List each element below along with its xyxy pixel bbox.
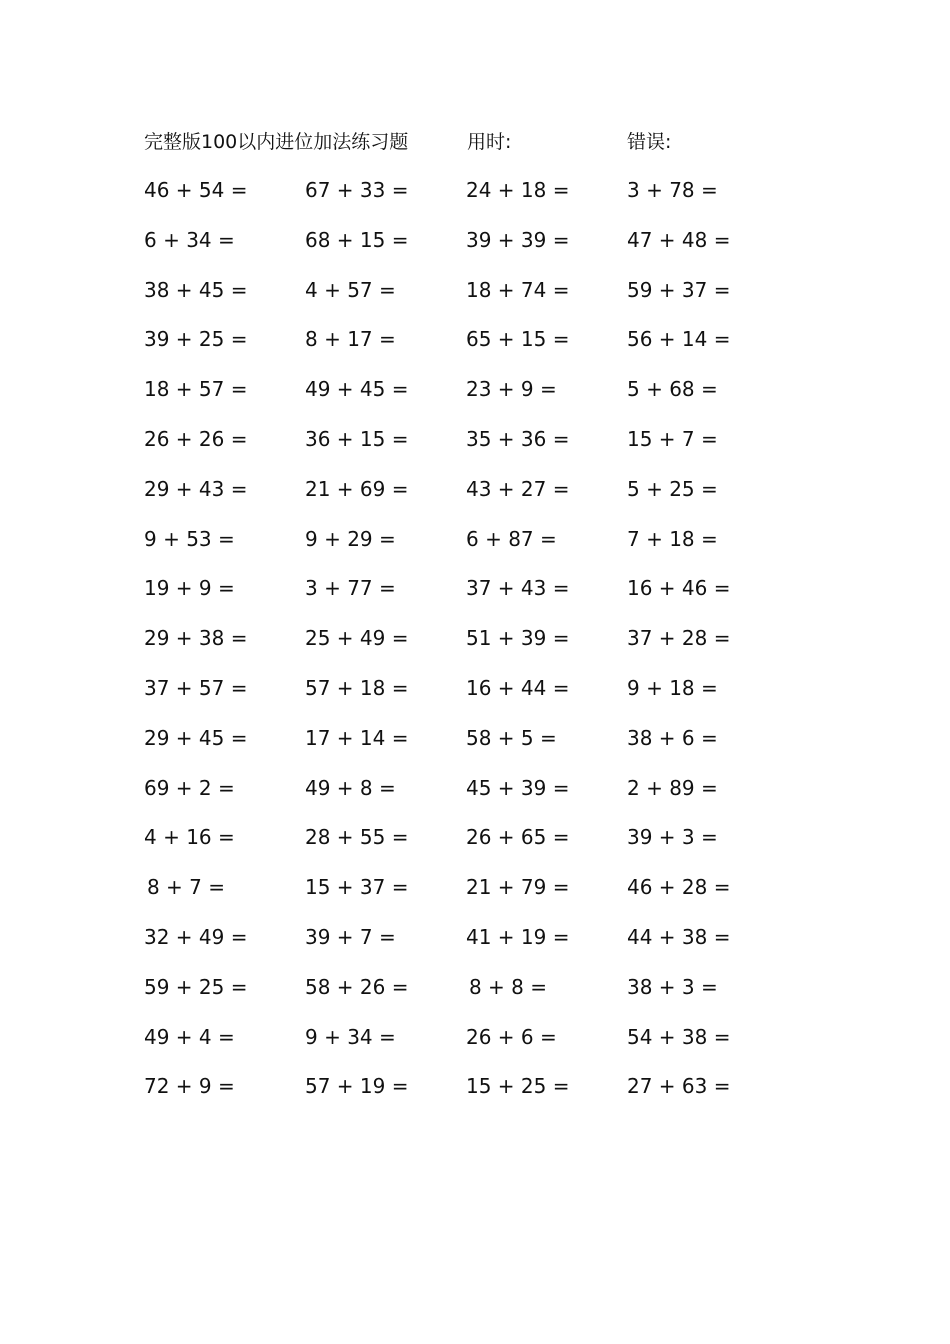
addition-problem: 69 + 2 =	[144, 775, 235, 800]
addition-problem: 21 + 79 =	[466, 875, 570, 900]
addition-problem: 49 + 45 =	[305, 377, 409, 402]
addition-problem: 37 + 28 =	[627, 626, 731, 651]
problem-row	[144, 821, 794, 871]
addition-problem: 65 + 15 =	[466, 327, 570, 352]
addition-problem: 38 + 6 =	[627, 725, 718, 750]
addition-problem: 39 + 39 =	[466, 227, 570, 252]
addition-problem: 3 + 78 =	[627, 178, 718, 202]
addition-problem: 8 + 8 =	[468, 974, 548, 999]
addition-problem: 8 + 17 =	[305, 327, 396, 352]
addition-problem: 57 + 19 =	[305, 1074, 409, 1099]
addition-problem: 29 + 38 =	[144, 626, 248, 651]
addition-problem: 25 + 49 =	[305, 626, 409, 651]
addition-problem: 57 + 18 =	[305, 675, 409, 700]
addition-problem: 59 + 37 =	[627, 277, 731, 302]
addition-problem: 29 + 43 =	[144, 476, 248, 501]
addition-problem: 28 + 55 =	[305, 825, 409, 850]
problem-row	[144, 672, 794, 722]
addition-problem: 19 + 9 =	[144, 576, 235, 601]
addition-problem: 18 + 74 =	[466, 277, 570, 302]
addition-problem: 39 + 7 =	[305, 924, 396, 949]
addition-problem: 3 + 77 =	[305, 576, 396, 601]
addition-problem: 15 + 25 =	[466, 1074, 570, 1099]
addition-problem: 41 + 19 =	[466, 924, 570, 949]
addition-problem: 45 + 39 =	[466, 775, 570, 800]
addition-problem: 9 + 29 =	[305, 526, 396, 551]
addition-problem: 58 + 26 =	[305, 974, 409, 999]
problem-grid	[144, 174, 794, 1120]
addition-problem: 17 + 14 =	[305, 725, 409, 750]
addition-problem: 9 + 53 =	[144, 526, 235, 551]
addition-problem: 37 + 57 =	[144, 675, 248, 700]
addition-problem: 39 + 3 =	[627, 825, 718, 850]
addition-problem: 16 + 44 =	[466, 675, 570, 700]
addition-problem: 26 + 6 =	[466, 1024, 557, 1049]
addition-problem: 2 + 89 =	[627, 775, 718, 800]
addition-problem: 16 + 46 =	[627, 576, 731, 601]
addition-problem: 4 + 16 =	[144, 825, 235, 850]
addition-problem: 6 + 34 =	[144, 227, 235, 252]
problem-row	[144, 572, 794, 622]
addition-problem: 8 + 7 =	[146, 875, 226, 900]
addition-problem: 43 + 27 =	[466, 476, 570, 501]
problem-row	[144, 921, 794, 971]
time-label: 用时:	[467, 131, 512, 153]
addition-problem: 29 + 45 =	[144, 725, 248, 750]
addition-problem: 37 + 43 =	[466, 576, 570, 601]
addition-problem: 15 + 7 =	[627, 426, 718, 451]
addition-problem: 68 + 15 =	[305, 227, 409, 252]
addition-problem: 6 + 87 =	[466, 526, 557, 551]
addition-problem: 49 + 4 =	[144, 1024, 235, 1049]
addition-problem: 38 + 3 =	[627, 974, 718, 999]
problem-row	[144, 772, 794, 822]
addition-problem: 5 + 25 =	[627, 476, 718, 501]
addition-problem: 4 + 57 =	[305, 277, 396, 302]
addition-problem: 38 + 45 =	[144, 277, 248, 302]
addition-problem: 51 + 39 =	[466, 626, 570, 651]
problem-row	[144, 473, 794, 523]
addition-problem: 27 + 63 =	[627, 1074, 731, 1099]
addition-problem: 72 + 9 =	[144, 1074, 235, 1099]
problem-row	[144, 722, 794, 772]
problem-row	[144, 274, 794, 324]
problem-row	[144, 523, 794, 573]
addition-problem: 9 + 18 =	[627, 675, 718, 700]
addition-problem: 67 + 33 =	[305, 178, 409, 202]
addition-problem: 18 + 57 =	[144, 377, 248, 402]
addition-problem: 46 + 54 =	[144, 178, 248, 202]
problem-row	[144, 323, 794, 373]
addition-problem: 23 + 9 =	[466, 377, 557, 402]
addition-problem: 21 + 69 =	[305, 476, 409, 501]
addition-problem: 46 + 28 =	[627, 875, 731, 900]
addition-problem: 49 + 8 =	[305, 775, 396, 800]
addition-problem: 58 + 5 =	[466, 725, 557, 750]
problem-row	[144, 622, 794, 672]
problem-row	[144, 224, 794, 274]
addition-problem: 35 + 36 =	[466, 426, 570, 451]
addition-problem: 59 + 25 =	[144, 974, 248, 999]
addition-problem: 15 + 37 =	[305, 875, 409, 900]
addition-problem: 44 + 38 =	[627, 924, 731, 949]
problem-row	[144, 423, 794, 473]
addition-problem: 47 + 48 =	[627, 227, 731, 252]
problem-row	[144, 174, 794, 224]
addition-problem: 7 + 18 =	[627, 526, 718, 551]
problem-row	[144, 1021, 794, 1071]
addition-problem: 5 + 68 =	[627, 377, 718, 402]
addition-problem: 32 + 49 =	[144, 924, 248, 949]
problem-row	[144, 971, 794, 1021]
errors-label: 错误:	[627, 131, 672, 153]
addition-problem: 26 + 26 =	[144, 426, 248, 451]
problem-row	[144, 373, 794, 423]
problem-row	[144, 1070, 794, 1120]
addition-problem: 54 + 38 =	[627, 1024, 731, 1049]
addition-problem: 24 + 18 =	[466, 178, 570, 202]
problem-row	[144, 871, 794, 921]
addition-problem: 39 + 25 =	[144, 327, 248, 352]
addition-problem: 36 + 15 =	[305, 426, 409, 451]
worksheet-title: 完整版100以内进位加法练习题	[144, 131, 409, 153]
addition-problem: 56 + 14 =	[627, 327, 731, 352]
addition-problem: 26 + 65 =	[466, 825, 570, 850]
worksheet-header	[0, 126, 950, 158]
addition-problem: 9 + 34 =	[305, 1024, 396, 1049]
